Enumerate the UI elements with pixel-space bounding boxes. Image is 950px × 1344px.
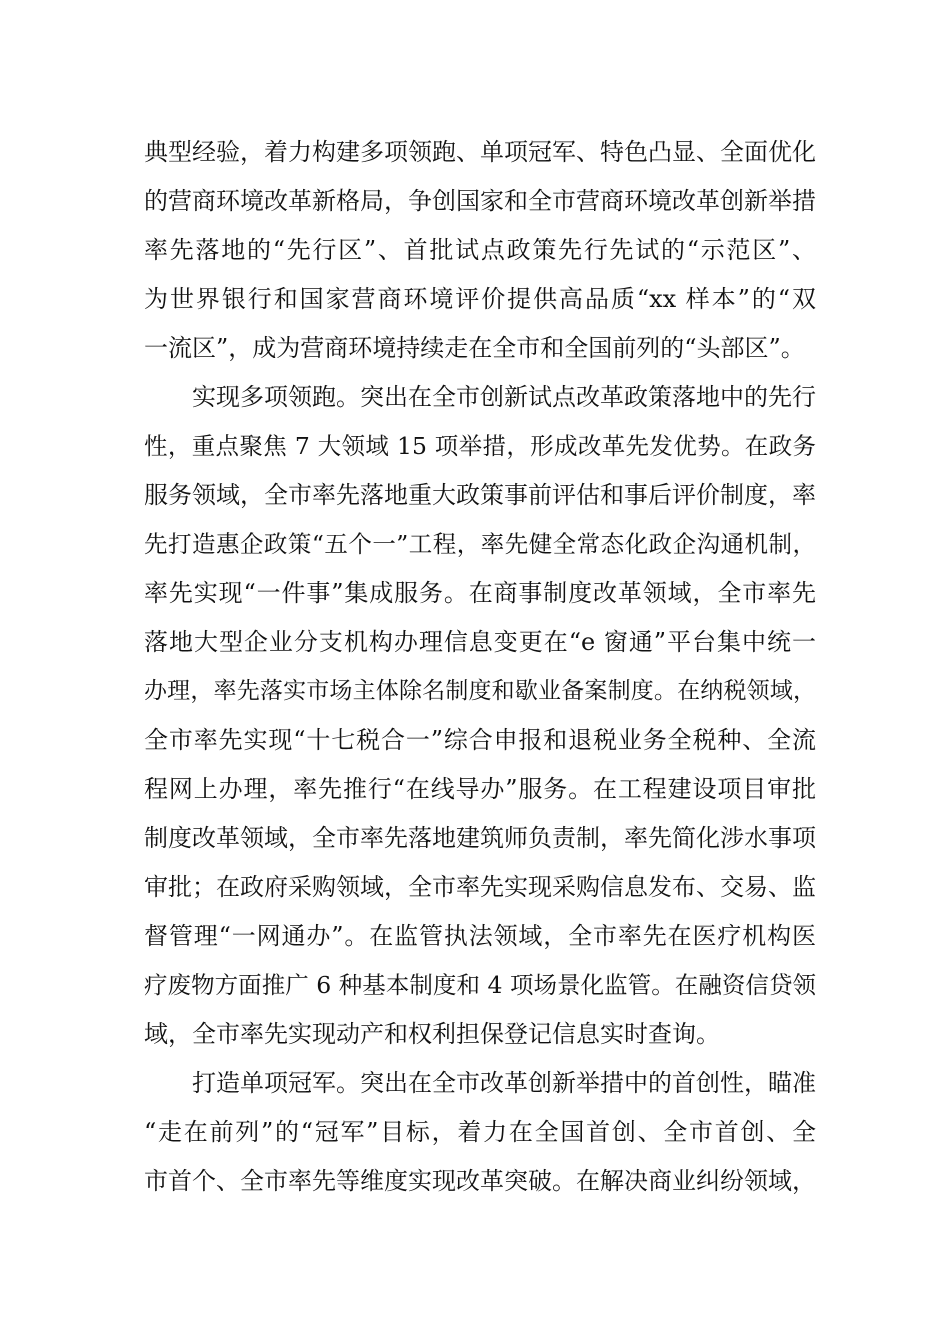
text-line: 实现多项领跑。突出在全市创新试点改革政策落地中的先行 bbox=[192, 383, 816, 411]
text-line: 先打造惠企政策“五个一”工程，率先健全常态化政企沟通机制， bbox=[144, 530, 816, 558]
text-line: 全市率先实现“十七税合一”综合申报和退税业务全税种、全流 bbox=[144, 726, 816, 754]
text-line: 督管理“一网通办”。在监管执法领域，全市率先在医疗机构医 bbox=[144, 922, 816, 950]
text-line: 市首个、全市率先等维度实现改革突破。在解决商业纠纷领域， bbox=[144, 1167, 816, 1195]
text-line: 典型经验，着力构建多项领跑、单项冠军、特色凸显、全面优化 bbox=[144, 138, 816, 166]
text-line: 服务领域，全市率先落地重大政策事前评估和事后评价制度，率 bbox=[144, 481, 816, 509]
text-line: “走在前列”的“冠军”目标，着力在全国首创、全市首创、全 bbox=[144, 1118, 816, 1146]
text-line: 打造单项冠军。突出在全市改革创新举措中的首创性，瞄准 bbox=[192, 1069, 816, 1097]
text-line: 办理，率先落实市场主体除名制度和歇业备案制度。在纳税领域， bbox=[144, 678, 816, 704]
text-line: 的营商环境改革新格局，争创国家和全市营商环境改革创新举措 bbox=[144, 187, 816, 215]
text-line: 一流区”，成为营商环境持续走在全市和全国前列的“头部区”。 bbox=[144, 334, 805, 362]
text-line: 为世界银行和国家营商环境评价提供高品质“xx 样本”的“双 bbox=[144, 285, 816, 313]
text-line: 性，重点聚焦 7 大领域 15 项举措，形成改革先发优势。在政务 bbox=[144, 432, 816, 460]
text-line: 落地大型企业分支机构办理信息变更在“e 窗通”平台集中统一 bbox=[144, 628, 816, 656]
text-line: 疗废物方面推广 6 种基本制度和 4 项场景化监管。在融资信贷领 bbox=[144, 971, 816, 999]
text-line: 程网上办理，率先推行“在线导办”服务。在工程建设项目审批 bbox=[144, 775, 816, 803]
text-line: 域，全市率先实现动产和权利担保登记信息实时查询。 bbox=[144, 1020, 720, 1048]
text-line: 制度改革领域，全市率先落地建筑师负责制，率先简化涉水事项 bbox=[144, 824, 816, 852]
text-line: 审批；在政府采购领域，全市率先实现采购信息发布、交易、监 bbox=[144, 873, 816, 901]
text-line: 率先落地的“先行区”、首批试点政策先行先试的“示范区”、 bbox=[144, 236, 816, 264]
body-text bbox=[144, 128, 816, 1206]
text-line: 率先实现“一件事”集成服务。在商事制度改革领域，全市率先 bbox=[144, 579, 816, 607]
